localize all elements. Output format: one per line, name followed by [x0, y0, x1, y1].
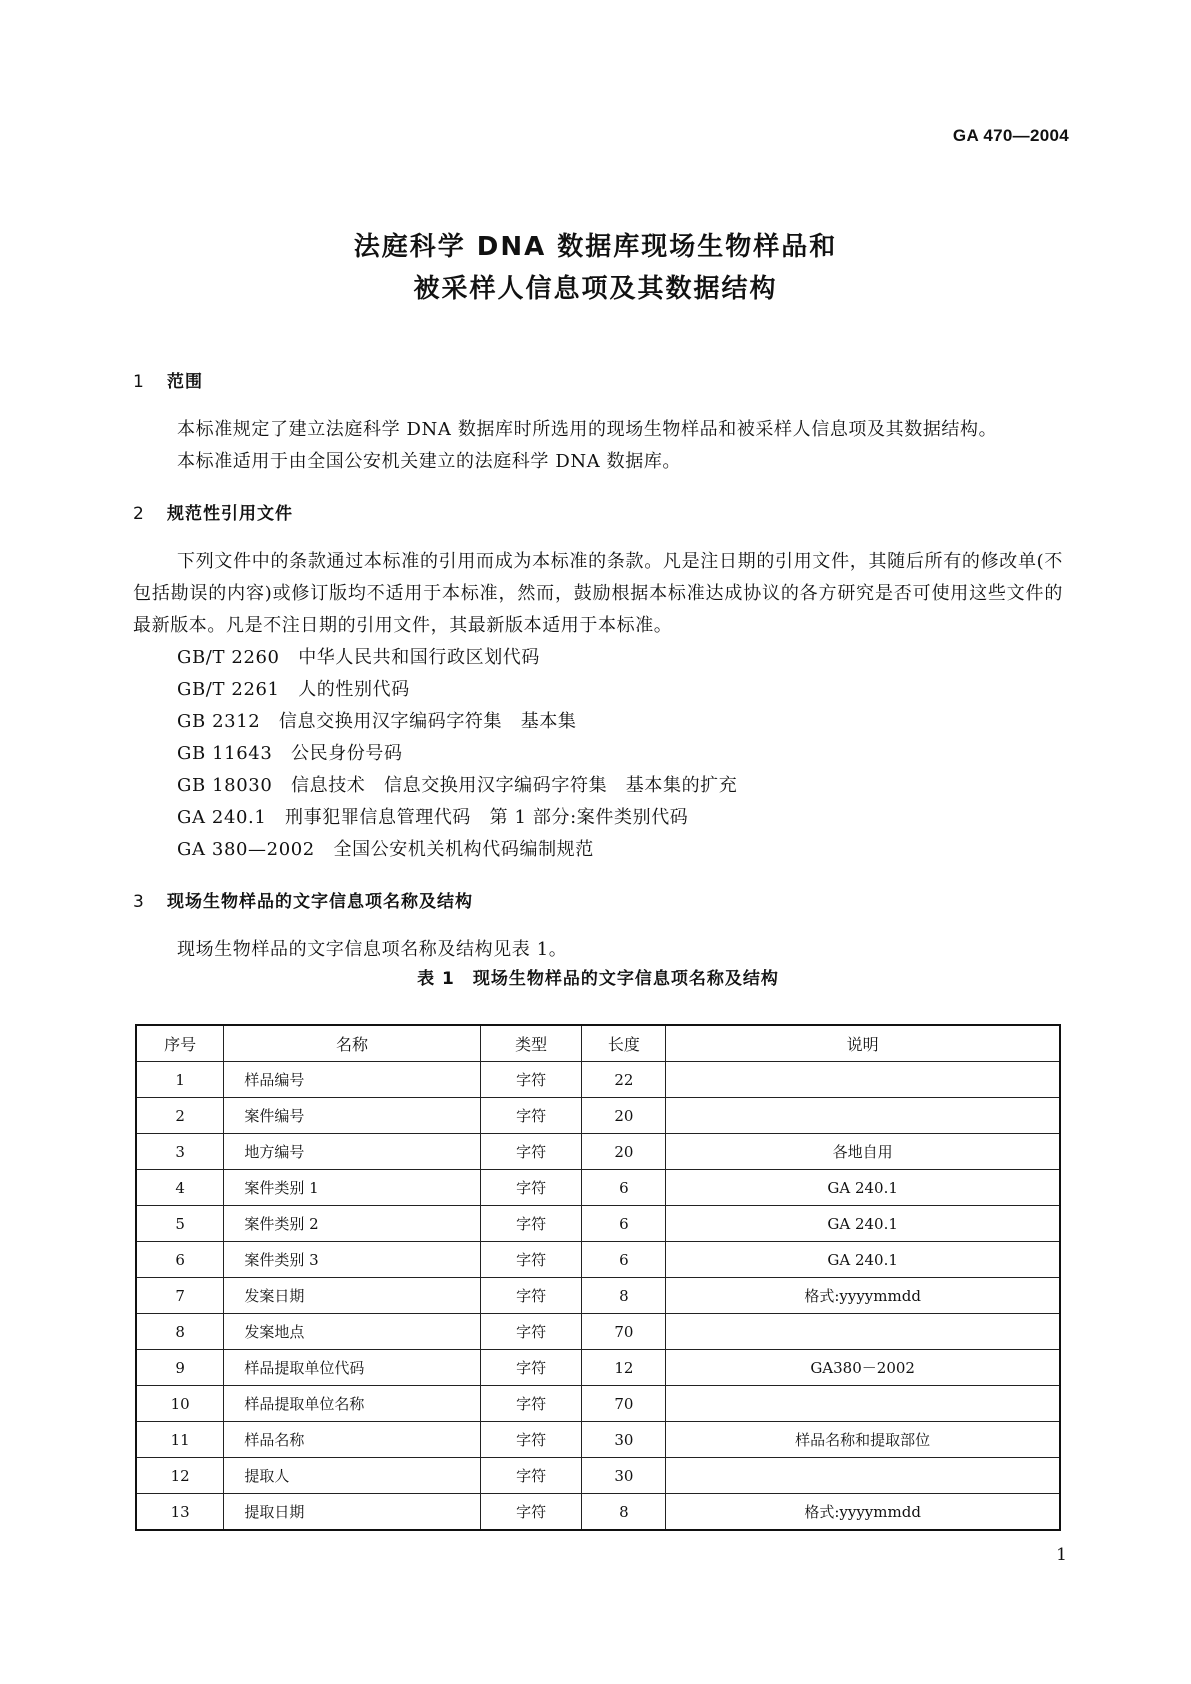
cell-index: 13 [136, 1494, 224, 1531]
paragraph: 现场生物样品的文字信息项名称及结构见表 1。 [177, 939, 568, 960]
cell-length: 8 [582, 1494, 666, 1531]
section-number: 1 [133, 372, 145, 392]
cell-length: 22 [582, 1062, 666, 1098]
document-title [0, 226, 1191, 310]
cell-note: GA380－2002 [666, 1350, 1060, 1386]
cell-note: 样品名称和提取部位 [666, 1422, 1060, 1458]
paragraph: 本标准规定了建立法庭科学 DNA 数据库时所选用的现场生物样品和被采样人信息项及其数据结构。 [177, 419, 998, 440]
cell-type: 字符 [480, 1458, 582, 1494]
table-row [136, 1242, 1060, 1278]
paragraph: 本标准适用于由全国公安机关建立的法庭科学 DNA 数据库。 [177, 451, 682, 472]
cell-note [666, 1386, 1060, 1422]
cell-note: GA 240.1 [666, 1206, 1060, 1242]
cell-name: 提取人 [224, 1458, 480, 1494]
cell-type: 字符 [480, 1242, 582, 1278]
cell-note: 各地自用 [666, 1134, 1060, 1170]
cell-length: 20 [582, 1134, 666, 1170]
table-row [136, 1170, 1060, 1206]
cell-index: 9 [136, 1350, 224, 1386]
section-number: 2 [133, 504, 145, 524]
section-title: 现场生物样品的文字信息项名称及结构 [167, 892, 473, 912]
cell-name: 样品编号 [224, 1062, 480, 1098]
cell-note: GA 240.1 [666, 1170, 1060, 1206]
table-row [136, 1458, 1060, 1494]
table-caption: 表 1 现场生物样品的文字信息项名称及结构 [417, 969, 779, 989]
standard-code: GA 470—2004 [952, 126, 1069, 145]
column-header: 名称 [224, 1025, 480, 1062]
table-row [136, 1134, 1060, 1170]
cell-name: 样品名称 [224, 1422, 480, 1458]
cell-type: 字符 [480, 1422, 582, 1458]
cell-type: 字符 [480, 1062, 582, 1098]
column-header: 序号 [136, 1025, 224, 1062]
cell-index: 12 [136, 1458, 224, 1494]
cell-index: 10 [136, 1386, 224, 1422]
table-row [136, 1062, 1060, 1098]
table-row [136, 1422, 1060, 1458]
cell-index: 2 [136, 1098, 224, 1134]
cell-note [666, 1062, 1060, 1098]
table-row [136, 1494, 1060, 1531]
cell-length: 70 [582, 1314, 666, 1350]
cell-name: 提取日期 [224, 1494, 480, 1531]
title-line-2: 被采样人信息项及其数据结构 [413, 274, 778, 304]
cell-index: 11 [136, 1422, 224, 1458]
reference-item: GA 380—2002 全国公安机关机构代码编制规范 [177, 839, 594, 860]
reference-item: GB 11643 公民身份号码 [177, 743, 403, 764]
reference-item: GB 2312 信息交换用汉字编码字符集 基本集 [177, 711, 577, 732]
cell-length: 6 [582, 1242, 666, 1278]
cell-name: 案件类别 1 [224, 1170, 480, 1206]
cell-length: 30 [582, 1458, 666, 1494]
cell-name: 样品提取单位代码 [224, 1350, 480, 1386]
cell-name: 样品提取单位名称 [224, 1386, 480, 1422]
cell-name: 案件类别 3 [224, 1242, 480, 1278]
cell-type: 字符 [480, 1098, 582, 1134]
cell-length: 20 [582, 1098, 666, 1134]
reference-item: GA 240.1 刑事犯罪信息管理代码 第 1 部分:案件类别代码 [177, 807, 689, 828]
cell-name: 发案地点 [224, 1314, 480, 1350]
reference-item: GB/T 2261 人的性别代码 [177, 679, 410, 700]
cell-type: 字符 [480, 1314, 582, 1350]
cell-type: 字符 [480, 1350, 582, 1386]
title-line-1: 法庭科学 DNA 数据库现场生物样品和 [353, 232, 838, 262]
cell-note: GA 240.1 [666, 1242, 1060, 1278]
cell-index: 6 [136, 1242, 224, 1278]
table-row [136, 1278, 1060, 1314]
table-row [136, 1098, 1060, 1134]
cell-note [666, 1458, 1060, 1494]
cell-type: 字符 [480, 1134, 582, 1170]
cell-note: 格式:yyyymmdd [666, 1494, 1060, 1531]
reference-item: GB/T 2260 中华人民共和国行政区划代码 [177, 647, 541, 668]
section-title: 范围 [167, 372, 203, 392]
section-1-heading [133, 368, 1063, 396]
table-row [136, 1386, 1060, 1422]
paragraph: 下列文件中的条款通过本标准的引用而成为本标准的条款。凡是注日期的引用文件，其随后所有的修改单(不包括勘误的内容)或修订版均不适用于本标准，然而，鼓励根据本标准达成协议的各方研究是否可使用这些文件的最新版本。凡是不注日期的引用文件，其最新版本适用于本标准。 [133, 551, 1063, 636]
cell-index: 5 [136, 1206, 224, 1242]
section-title: 规范性引用文件 [167, 504, 293, 524]
cell-type: 字符 [480, 1278, 582, 1314]
table-row [136, 1314, 1060, 1350]
column-header: 说明 [666, 1025, 1060, 1062]
cell-length: 6 [582, 1170, 666, 1206]
column-header: 长度 [582, 1025, 666, 1062]
cell-type: 字符 [480, 1386, 582, 1422]
cell-name: 案件类别 2 [224, 1206, 480, 1242]
cell-index: 4 [136, 1170, 224, 1206]
cell-index: 7 [136, 1278, 224, 1314]
cell-length: 12 [582, 1350, 666, 1386]
cell-name: 地方编号 [224, 1134, 480, 1170]
cell-length: 70 [582, 1386, 666, 1422]
cell-length: 30 [582, 1422, 666, 1458]
document-body [133, 368, 1063, 994]
cell-note [666, 1098, 1060, 1134]
cell-length: 6 [582, 1206, 666, 1242]
column-header: 类型 [480, 1025, 582, 1062]
cell-note: 格式:yyyymmdd [666, 1278, 1060, 1314]
page-number: 1 [1056, 1545, 1067, 1565]
table-1 [135, 1024, 1061, 1531]
cell-index: 1 [136, 1062, 224, 1098]
cell-index: 3 [136, 1134, 224, 1170]
cell-index: 8 [136, 1314, 224, 1350]
table-row [136, 1350, 1060, 1386]
cell-type: 字符 [480, 1170, 582, 1206]
table-header-row [136, 1025, 1060, 1062]
cell-length: 8 [582, 1278, 666, 1314]
table-row [136, 1206, 1060, 1242]
cell-type: 字符 [480, 1494, 582, 1531]
cell-name: 发案日期 [224, 1278, 480, 1314]
section-3-heading [133, 888, 1063, 916]
reference-item: GB 18030 信息技术 信息交换用汉字编码字符集 基本集的扩充 [177, 775, 738, 796]
cell-type: 字符 [480, 1206, 582, 1242]
cell-name: 案件编号 [224, 1098, 480, 1134]
cell-note [666, 1314, 1060, 1350]
section-number: 3 [133, 892, 145, 912]
section-2-heading [133, 500, 1063, 528]
